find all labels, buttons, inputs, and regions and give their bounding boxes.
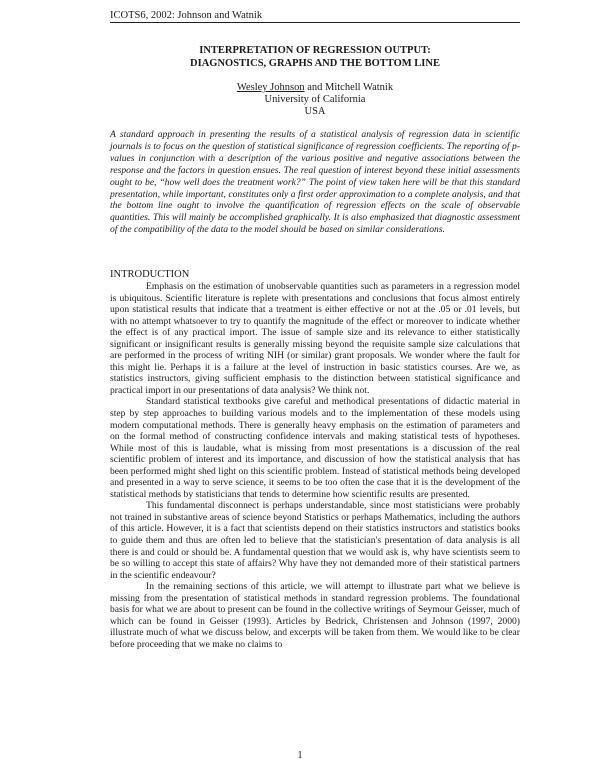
country: USA [304,106,326,117]
author-line [110,82,520,94]
paper-title [110,44,520,70]
author-connector: and [304,82,326,93]
author-block [110,82,520,118]
body-text [110,281,520,651]
running-head: ICOTS6, 2002: Johnson and Watnik [110,10,520,23]
title-line-2: DIAGNOSTICS, GRAPHS AND THE BOTTOM LINE [190,58,440,69]
author-name-1: Wesley Johnson [236,82,305,93]
section-heading: INTRODUCTION [110,269,190,280]
page-number: 1 [297,750,303,761]
paragraph: Standard statistical textbooks give careful and methodical presentations of didactic material in step by step approaches to building various models and to the implementation of these models using modern computational methods. There is generally heavy emphasis on the estimation of parameters and on the formal method of constructing confidence intervals and making statistical tests of hypotheses. While most of this is laudable, what is missing from most presentations is a discussion of the real scientific problem of interest and its importance, and discussion of how the statistical analysis that has been performed might shed light on this scientific problem. Instead of statistical methods being developed and presented in a way to serve science, it seems to be too often the case that it is the development of the statistical methods by statisticians that tends to determine how scientific results are presented. [110,396,520,500]
abstract: A standard approach in presenting the results of a statistical analysis of regression data in scientific journals is to focus on the question of statistical significance of regression coefficients. The reporting of p-values in conjunction with a description of the various positive and negative associations between the response and the factors in question ensues. The real question of interest beyond these initial assessments ought to be, “how well does the treatment work?” The point of view taken here will be that this standard presentation, while important, constitutes only a first order approximation to a complete analysis, and that the bottom line ought to involve the quantification of regression effects on the scale of observable quantities. This will mainly be accomplished graphically. It is also emphasized that diagnostic assessment of the compatibility of the data to the model should be based on similar considerations. [110,129,520,236]
paragraph: In the remaining sections of this article, we will attempt to illustrate part what we believe is missing from the presentation of statistical methods in standard regression problems. The foundational basis for what we are about to present can be found in the collective writings of Seymour Geisser, much of which can be found in Geisser (1993). Articles by Bedrick, Christensen and Johnson (1997, 2000) illustrate much of what we discuss below, and excerpts will be taken from them. We would like to be clear before proceeding that we make no claims to [110,581,520,650]
paragraph: This fundamental disconnect is perhaps understandable, since most statisticians were probably not trained in substantive areas of science beyond Statistics or perhaps Mathematics, including the authors of this article. However, it is a fact that scientists depend on their statistics instructors and statistics books to guide them and thus are often led to believe that the statistician's presentation of data analysis is all there is and could or should be. A fundamental question that we would ask is, why have scientists seem to be so willing to accept this state of affairs? Why have they not demanded more of their statistical partners in the scientific endeavour? [110,500,520,581]
affiliation: University of California [264,94,366,105]
title-line-1: INTERPRETATION OF REGRESSION OUTPUT: [199,45,431,56]
paragraph: Emphasis on the estimation of unobservable quantities such as parameters in a regression model is ubiquitous. Scientific literature is replete with presentations and conclusions that focus almost entirely upon statistical results that indicate that a treatment is either effective or not at the .05 or .01 levels, but with no attempt whatsoever to try to quantify the magnitude of the effect or moreover to indicate whether the effect is of any practical import. The issue of sample size and its relevance to either statistically significant or insignificant results is generally missing beyond the requisite sample size calculations that are performed in the process of writing NIH (or similar) grant proposals. We wonder where the fault for this might lie. Perhaps it is a failure at the level of instruction in basic statistics courses. Are we, as statistics instructors, giving sufficient emphasis to the distinction between statistical significance and practical import in our presentations of data analysis? We think not. [110,281,520,396]
author-name-2: Mitchell Watnik [325,82,394,93]
